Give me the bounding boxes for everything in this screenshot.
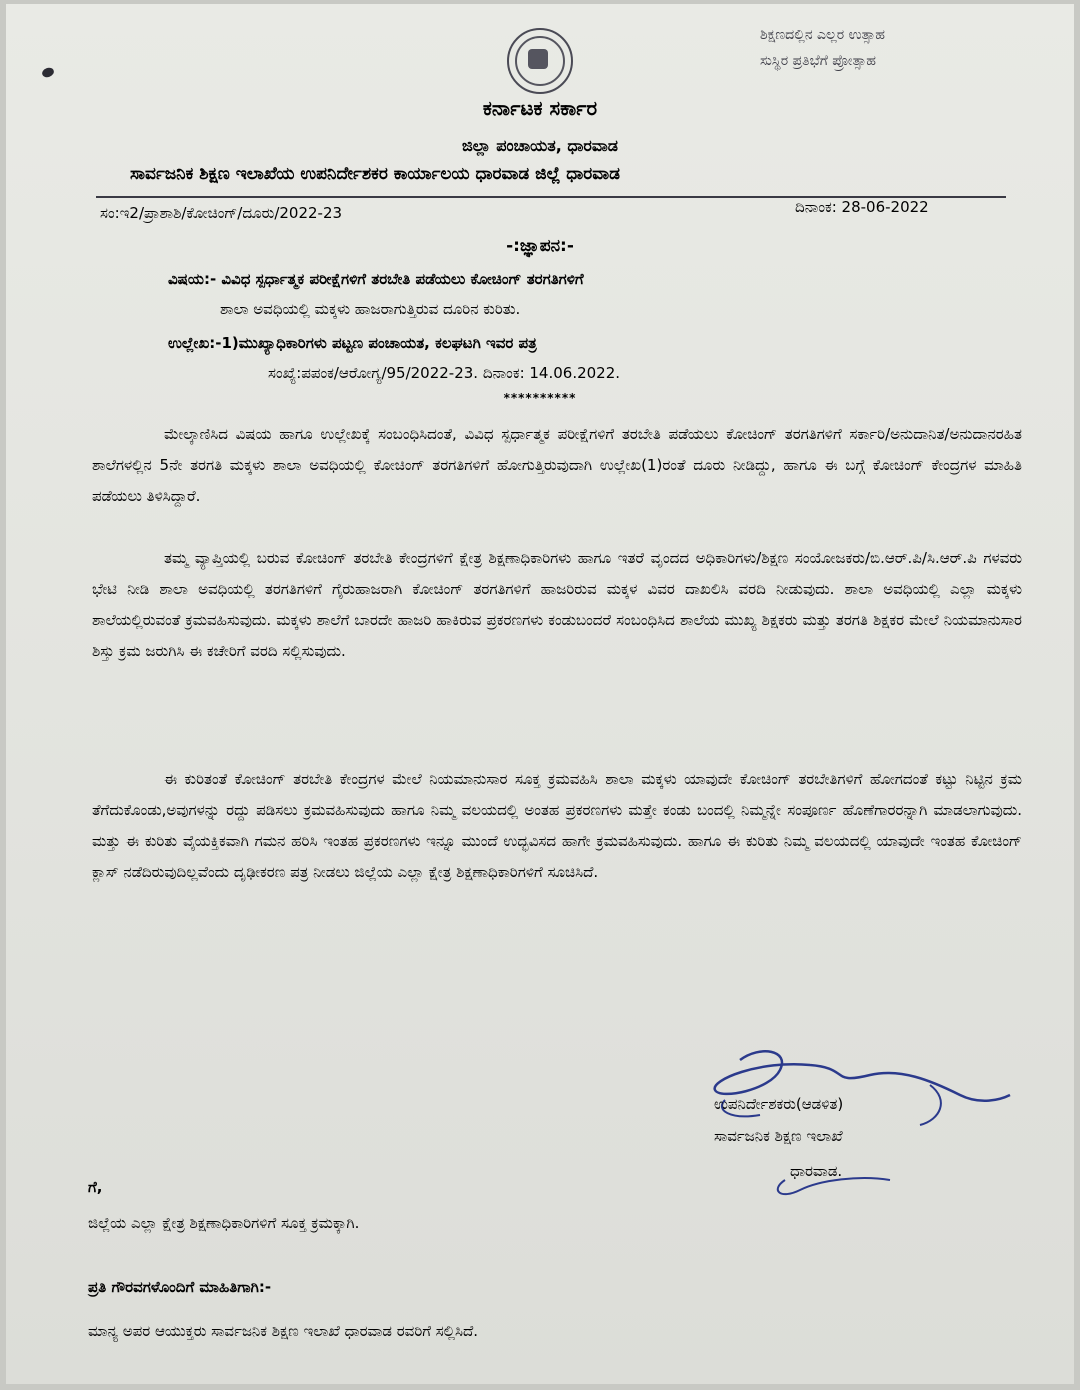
notice-title: -:ಜ್ಞಾಪನ:-	[506, 236, 574, 256]
government-seal-icon	[507, 28, 573, 94]
body-paragraph-1: ಮೇಲ್ಕಾಣಿಸಿದ ವಿಷಯ ಹಾಗೂ ಉಲ್ಲೇಖಕ್ಕೆ ಸಂಬಂಧಿಸಿದಂತೆ, ವಿವಿಧ ಸ್ಪರ್ಧಾತ್ಮಕ ಪರೀಕ್ಷೆಗಳಿಗೆ ತರಬೇತಿ ಪಡೆಯಲು ಕೋಚಿಂಗ್ ತರಗತಿಗಳಿಗೆ ಸರ್ಕಾರಿ/ಅನುದಾನಿತ/ಅನುದಾನರಹಿತ ಶಾಲೆಗಳಲ್ಲಿನ 5ನೇ ತರಗತಿ ಮಕ್ಕಳು ಶಾಲಾ ಅವಧಿಯಲ್ಲಿ ಕೋಚಿಂಗ್ ತರಗತಿಗಳಿಗೆ ಹೋಗುತ್ತಿರುವುದಾಗಿ ಉಲ್ಲೇಖ(1)ರಂತೆ ದೂರು ನೀಡಿದ್ದು, ಹಾಗೂ ಈ ಬಗ್ಗೆ ಕೋಚಿಂಗ್ ಕೇಂದ್ರಗಳ ಮಾಹಿತಿ ಪಡೆಯಲು ತಿಳಿಸಿದ್ದಾರೆ.	[92, 425, 1022, 505]
reference-line-2: ಸಂಖ್ಯೆ:ಪಪಂಕ/ಆರೋಗ್ಯ/95/2022-23. ದಿನಾಂಕ: 14.06.2022.	[268, 364, 621, 382]
signature-department: ಸಾರ್ವಜನಿಕ ಶಿಕ್ಷಣ ಇಲಾಖೆ	[714, 1127, 843, 1145]
zilla-panchayat-title: ಜಿಲ್ಲಾ ಪಂಚಾಯತ, ಧಾರವಾಡ	[462, 136, 618, 155]
separator: **********	[503, 391, 577, 405]
to-label: ಗೆ,	[88, 1178, 103, 1196]
body-paragraph-3: ಈ ಕುರಿತಂತೆ ಕೋಚಿಂಗ್ ತರಬೇತಿ ಕೇಂದ್ರಗಳ ಮೇಲೆ ನಿಯಮಾನುಸಾರ ಸೂಕ್ತ ಕ್ರಮವಹಿಸಿ ಶಾಲಾ ಮಕ್ಕಳು ಯಾವುದೇ ಕೋಚಿಂಗ್ ತರಬೇತಿಗಳಿಗೆ ಹೋಗದಂತೆ ಕಟ್ಟು ನಿಟ್ಟಿನ ಕ್ರಮ ತೆಗೆದುಕೊಂಡು,ಅವುಗಳನ್ನು ರದ್ದು ಪಡಿಸಲು ಕ್ರಮವಹಿಸುವುದು ಹಾಗೂ ನಿಮ್ಮ ವಲಯದಲ್ಲಿ ಅಂತಹ ಪ್ರಕರಣಗಳು ಮತ್ತೇ ಕಂಡು ಬಂದಲ್ಲಿ ನಿಮ್ಮನ್ನೇ ಸಂಪೂರ್ಣ ಹೊಣೆಗಾರರನ್ನಾಗಿ ಮಾಡಲಾಗುವುದು. ಮತ್ತು ಈ ಕುರಿತು ವೈಯಕ್ತಿಕವಾಗಿ ಗಮನ ಹರಿಸಿ ಇಂತಹ ಪ್ರಕರಣಗಳು ಇನ್ನೂ ಮುಂದೆ ಉದ್ಭವಿಸದ ಹಾಗೇ ಕ್ರಮವಹಿಸುವುದು. ಹಾಗೂ ಈ ಕುರಿತು ನಿಮ್ಮ ವಲಯದಲ್ಲಿ ಯಾವುದೇ ಇಂತಹ ಕೋಚಿಂಗ್ ಕ್ಲಾಸ್ ನಡೆದಿರುವುದಿಲ್ಲವೆಂದು ದೃಢೀಕರಣ ಪತ್ರ ನೀಡಲು ಜಿಲ್ಲೆಯ ಎಲ್ಲಾ ಕ್ಷೇತ್ರ ಶಿಕ್ಷಣಾಧಿಕಾರಿಗಳಿಗೆ ಸೂಚಿಸಿದೆ.	[92, 770, 1022, 881]
government-title: ಕರ್ನಾಟಕ ಸರ್ಕಾರ	[482, 96, 598, 120]
motto	[760, 22, 885, 74]
handwritten-signature	[700, 1040, 1030, 1200]
subject-line-2: ಶಾಲಾ ಅವಧಿಯಲ್ಲಿ ಮಕ್ಕಳು ಹಾಜರಾಗುತ್ತಿರುವ ದೂರಿನ ಕುರಿತು.	[220, 300, 521, 318]
office-title: ಸಾರ್ವಜನಿಕ ಶಿಕ್ಷಣ ಇಲಾಖೆಯ ಉಪನಿರ್ದೇಶಕರ ಕಾರ್ಯಾಲಯ ಧಾರವಾಡ ಜಿಲ್ಲೆ ಧಾರವಾಡ	[130, 164, 620, 184]
copy-label: ಪ್ರತಿ ಗೌರವಗಳೊಂದಿಗೆ ಮಾಹಿತಿಗಾಗಿ:-	[88, 1278, 272, 1296]
reference-line-1: ಉಲ್ಲೇಖ:-1)ಮುಖ್ಯಾಧಿಕಾರಿಗಳು ಪಟ್ಟಣ ಪಂಚಾಯತ, ಕಲಘಟಗಿ ಇವರ ಪತ್ರ	[168, 334, 537, 352]
body-paragraph-2: ತಮ್ಮ ವ್ಯಾಪ್ತಿಯಲ್ಲಿ ಬರುವ ಕೋಚಿಂಗ್ ತರಬೇತಿ ಕೇಂದ್ರಗಳಿಗೆ ಕ್ಷೇತ್ರ ಶಿಕ್ಷಣಾಧಿಕಾರಿಗಳು ಹಾಗೂ ಇತರೆ ವೃಂದದ ಅಧಿಕಾರಿಗಳು/ಶಿಕ್ಷಣ ಸಂಯೋಜಕರು/ಬಿ.ಆರ್.ಪಿ/ಸಿ.ಆರ್.ಪಿ ಗಳವರು ಭೇಟಿ ನೀಡಿ ಶಾಲಾ ಅವಧಿಯಲ್ಲಿ ತರಗತಿಗಳಿಗೆ ಗೈರುಹಾಜರಾಗಿ ಕೋಚಿಂಗ್ ತರಗತಿಗಳಿಗೆ ಹಾಜರಿರುವ ಮಕ್ಕಳ ವಿವರ ದಾಖಲಿಸಿ ವರದಿ ನೀಡುವುದು. ಶಾಲಾ ಅವಧಿಯಲ್ಲಿ ಎಲ್ಲಾ ಮಕ್ಕಳು ಶಾಲೆಯಲ್ಲಿರುವಂತೆ ಕ್ರಮವಹಿಸುವುದು. ಮಕ್ಕಳು ಶಾಲೆಗೆ ಬಾರದೇ ಹಾಜರಿ ಹಾಕಿರುವ ಪ್ರಕರಣಗಳು ಕಂಡುಬಂದರೆ ಸಂಬಂಧಿಸಿದ ಶಾಲೆಯ ಮುಖ್ಯ ಶಿಕ್ಷಕರು ಮತ್ತು ತರಗತಿ ಶಿಕ್ಷಕರ ಮೇಲೆ ನಿಯಮಾನುಸಾರ ಶಿಸ್ತು ಕ್ರಮ ಜರುಗಿಸಿ ಈ ಕಚೇರಿಗೆ ವರದಿ ಸಲ್ಲಿಸುವುದು.	[92, 549, 1022, 660]
letter-date: ದಿನಾಂಕ: 28-06-2022	[795, 198, 929, 216]
reference-block	[168, 328, 1028, 388]
subject-block	[168, 264, 1028, 324]
motto-line-1: ಶಿಕ್ಷಣದಲ್ಲಿನ ಎಲ್ಲರ ಉತ್ಸಾಹ	[760, 27, 886, 43]
reference-number: ಸಂ:ಇ2/ಪ್ರಾಶಾಶಿ/ಕೋಚಿಂಗ್/ದೂರು/2022-23	[100, 204, 343, 222]
signature-place: ಧಾರವಾಡ.	[790, 1162, 843, 1180]
signature-designation: ಉಪನಿರ್ದೇಶಕರು(ಆಡಳಿತ)	[714, 1095, 844, 1113]
to-recipients: ಜಿಲ್ಲೆಯ ಎಲ್ಲಾ ಕ್ಷೇತ್ರ ಶಿಕ್ಷಣಾಧಿಕಾರಿಗಳಿಗೆ ಸೂಕ್ತ ಕ್ರಮಕ್ಕಾಗಿ.	[88, 1214, 360, 1232]
subject-line-1: ವಿಷಯ:- ವಿವಿಧ ಸ್ಪರ್ಧಾತ್ಮಕ ಪರೀಕ್ಷೆಗಳಿಗೆ ತರಬೇತಿ ಪಡೆಯಲು ಕೋಚಿಂಗ್ ತರಗತಿಗಳಿಗೆ	[168, 270, 584, 288]
motto-line-2: ಸುಸ್ಥಿರ ಪ್ರತಿಭೆಗೆ ಪ್ರೋತ್ಸಾಹ	[760, 53, 876, 69]
copy-recipient: ಮಾನ್ಯ ಅಪರ ಆಯುಕ್ತರು ಸಾರ್ವಜನಿಕ ಶಿಕ್ಷಣ ಇಲಾಖೆ ಧಾರವಾಡ ರವರಿಗೆ ಸಲ್ಲಿಸಿದೆ.	[88, 1322, 479, 1340]
